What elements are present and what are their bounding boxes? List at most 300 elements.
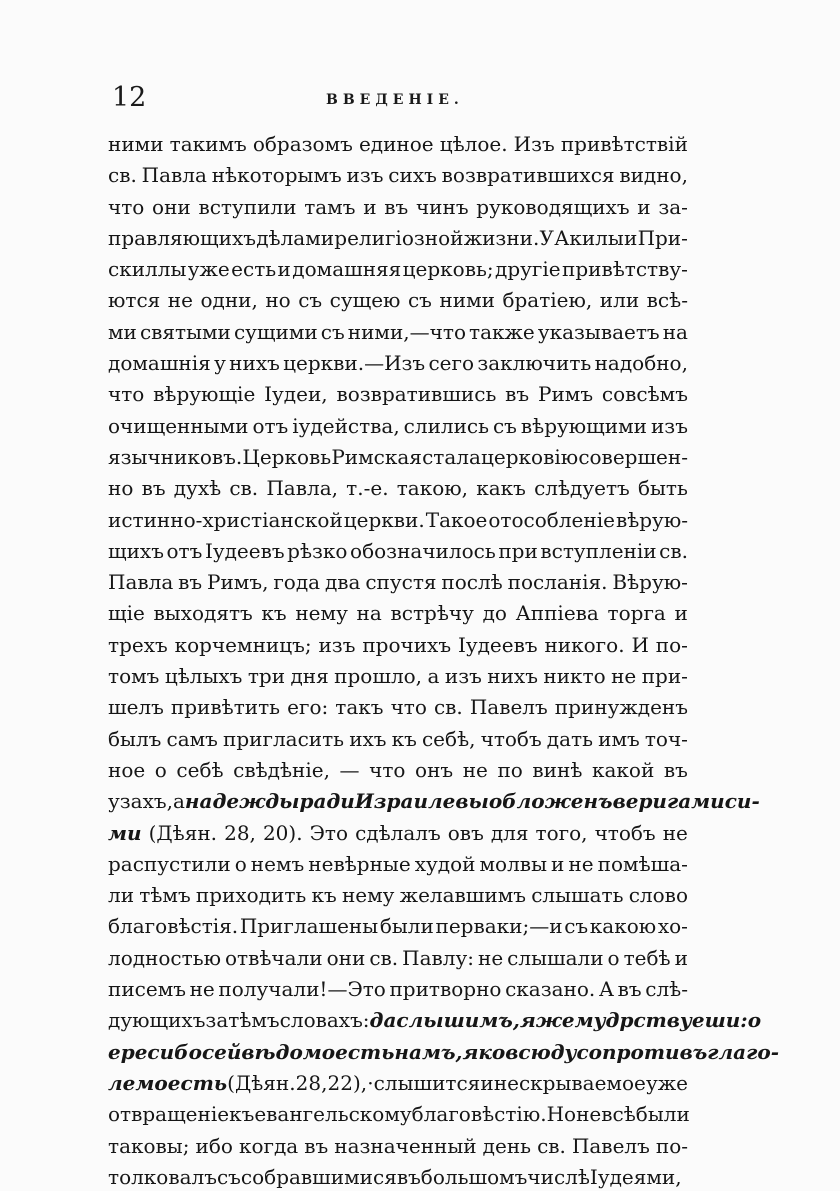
word: У: [539, 225, 554, 250]
word: А: [598, 977, 615, 1002]
body-text: [108, 129, 779, 1193]
text-line: [108, 442, 688, 473]
word: И: [631, 632, 649, 657]
word: невѣрные: [308, 851, 411, 876]
word: при: [498, 538, 538, 563]
italic-quote-word: ереси: [108, 1039, 175, 1064]
word: вѣрую-: [615, 507, 688, 532]
word: благовѣстія.: [108, 914, 239, 939]
italic-quote-word: Израилевы: [354, 789, 489, 814]
text-line: [108, 598, 688, 629]
word: 28,: [224, 820, 256, 845]
word: онъ: [415, 757, 454, 782]
word: сущею: [329, 288, 401, 313]
word: 22),: [327, 1070, 368, 1095]
word: привѣтству-: [562, 257, 688, 282]
word: дѣлами: [256, 225, 335, 250]
text-line: [108, 254, 688, 285]
word: цѣлыхъ: [164, 664, 243, 689]
word: нихъ: [487, 664, 538, 689]
word: отъ: [166, 538, 203, 563]
word: святыми: [139, 319, 231, 344]
italic-quote-word: есть: [335, 1039, 395, 1064]
running-head: ВВЕДЕНІЕ.: [326, 92, 464, 108]
text-line: [108, 473, 688, 504]
word: въ: [384, 194, 409, 219]
word: на: [356, 601, 382, 626]
text-line: [108, 129, 688, 160]
word: нихъ: [229, 351, 280, 376]
word: дующихъ: [108, 1008, 206, 1033]
word: Павлу:: [402, 945, 474, 970]
word: домашнія: [108, 351, 211, 376]
word: съ: [564, 914, 589, 939]
word: нѣкоторымъ: [211, 163, 342, 188]
word: хо-: [657, 914, 688, 939]
word: (Дѣян.: [148, 820, 218, 845]
word: большомъ: [420, 1164, 528, 1189]
word: чтобъ: [480, 726, 542, 751]
word: есть: [231, 257, 277, 282]
word: изъ: [318, 632, 356, 657]
word: что: [108, 194, 145, 219]
text-line: [108, 285, 688, 316]
word: встрѣчу: [390, 601, 474, 626]
word: При-: [637, 225, 688, 250]
word: и: [624, 225, 638, 250]
word: того,: [535, 820, 588, 845]
word: св.: [369, 945, 399, 970]
word: что: [390, 695, 427, 720]
italic-quote-word: ми: [108, 820, 142, 845]
word: всѣ: [601, 1102, 636, 1127]
text-line: [108, 1099, 688, 1130]
word: и: [363, 194, 377, 219]
word: Павла: [108, 570, 174, 595]
word: съ: [320, 319, 345, 344]
word: и: [480, 1070, 494, 1095]
word: св.: [659, 538, 688, 563]
word: Римъ: [537, 382, 594, 407]
word: такою,: [396, 476, 469, 501]
text-line: [108, 786, 760, 817]
word: Іудеи,: [264, 382, 328, 407]
word: овъ: [447, 820, 484, 845]
word: тѣмъ: [139, 883, 191, 908]
word: себѣ: [176, 757, 224, 782]
word: братіею,: [502, 288, 593, 313]
word: скиллы: [108, 257, 187, 282]
word: т.-е.: [346, 476, 389, 501]
word: не: [189, 977, 215, 1002]
text-line: [108, 911, 688, 942]
word: для: [490, 820, 529, 845]
word: 20).: [262, 820, 303, 845]
word: съ: [407, 288, 432, 313]
word: какъ: [476, 476, 526, 501]
word: торга: [607, 601, 666, 626]
word: ·: [367, 1070, 374, 1095]
word: но: [265, 288, 291, 313]
text-line: [108, 661, 688, 692]
word: совсѣмъ: [601, 382, 688, 407]
word: вѣрующими: [520, 413, 647, 438]
word: духѣ: [173, 476, 222, 501]
word: вѣрующіе: [153, 382, 256, 407]
word: трехъ: [108, 632, 168, 657]
word: посланія.: [507, 570, 608, 595]
word: желавшимъ: [399, 883, 526, 908]
word: два: [324, 570, 361, 595]
word: самъ: [166, 726, 218, 751]
word: сдѣлалъ: [355, 820, 441, 845]
italic-quote-word: яже: [519, 1008, 575, 1033]
word: при-: [641, 664, 688, 689]
word: выходятъ: [153, 601, 253, 626]
word: стала: [422, 444, 481, 469]
italic-quote-word: веригами: [612, 789, 725, 814]
word: шелъ: [108, 695, 164, 720]
word: ми: [108, 319, 137, 344]
word: прошло,: [334, 664, 423, 689]
italic-quote-word: яко: [462, 1039, 506, 1064]
word: Церковь: [242, 444, 332, 469]
italic-quote-word: глаго-: [707, 1039, 779, 1064]
word: или: [599, 288, 640, 313]
word: цѣлое.: [439, 132, 508, 156]
word: никого.: [544, 632, 625, 657]
word: затѣмъ: [205, 1008, 280, 1033]
word: изъ: [444, 664, 482, 689]
word: всѣ-: [646, 288, 688, 313]
word: нему: [295, 601, 348, 626]
text-line: [108, 880, 688, 911]
text-line: [108, 160, 688, 191]
word: правляющихъ: [108, 225, 256, 250]
word: Приглашены: [239, 914, 379, 939]
text-line: [108, 1068, 688, 1099]
word: и: [277, 257, 291, 282]
italic-quote-word: сопротивъ: [576, 1039, 708, 1064]
word: указываетъ: [537, 319, 660, 344]
word: ихъ: [349, 726, 387, 751]
word: заключить: [477, 351, 592, 376]
word: такимъ: [169, 132, 247, 156]
word: истинно-христіанской: [108, 507, 343, 532]
italic-quote-word: бо: [174, 1039, 202, 1064]
italic-quote-word: о: [747, 1008, 762, 1033]
word: на: [662, 319, 688, 344]
word: привѣтить: [170, 695, 281, 720]
word: къ: [311, 883, 337, 908]
text-line: [108, 379, 688, 410]
word: Іудеями,: [589, 1164, 682, 1189]
word: видно,: [619, 163, 688, 188]
word: когда: [238, 1133, 299, 1158]
word: ли: [108, 883, 135, 908]
word: не: [662, 820, 688, 845]
word: послѣ: [441, 570, 503, 595]
word: по-: [655, 1133, 688, 1158]
word: слово: [628, 883, 688, 908]
word: Аппіева: [515, 601, 599, 626]
word: свѣдѣніе,: [233, 757, 330, 782]
word: въ: [396, 1164, 421, 1189]
word: лодностью: [108, 945, 221, 970]
word: Вѣрую-: [612, 570, 688, 595]
word: Павелъ: [469, 695, 548, 720]
text-line: [108, 348, 688, 379]
word: притворно: [389, 977, 502, 1002]
word: съ: [492, 413, 517, 438]
word: года: [273, 570, 321, 595]
word: худой: [414, 851, 476, 876]
word: о: [234, 851, 247, 876]
word: по-: [655, 632, 688, 657]
word: и: [674, 601, 688, 626]
word: съ: [216, 1164, 241, 1189]
italic-quote-word: ради: [299, 789, 355, 814]
word: отвращеніе: [108, 1102, 230, 1127]
italic-quote-word: обложенъ: [488, 789, 613, 814]
text-line: [108, 536, 688, 567]
text-line: [108, 567, 688, 598]
word: къ: [391, 726, 417, 751]
word: въ: [141, 476, 166, 501]
word: щихъ: [108, 538, 164, 563]
word: въ: [505, 382, 530, 407]
word: распустили: [108, 851, 231, 876]
word: евангельскому: [254, 1102, 412, 1127]
text-line: [108, 755, 688, 786]
word: другіе: [495, 257, 561, 282]
word: Но: [546, 1102, 577, 1127]
word: Іудеевъ: [204, 538, 285, 563]
text-line: [108, 630, 688, 661]
italic-quote-word: надежды: [184, 789, 300, 814]
italic-quote-word: си-: [724, 789, 760, 814]
word: Изъ: [513, 132, 555, 156]
word: писемъ: [108, 977, 186, 1002]
word: уже: [645, 1070, 688, 1095]
word: корчемницъ;: [174, 632, 312, 657]
text-line: [108, 223, 688, 254]
word: приходить: [195, 883, 307, 908]
word: одни,: [200, 288, 258, 313]
text-line: [108, 317, 688, 348]
word: его:: [287, 695, 329, 720]
italic-quote-word: слышимъ,: [396, 1008, 520, 1033]
word: отъ: [252, 413, 289, 438]
word: тебѣ: [623, 945, 671, 970]
word: о: [607, 945, 620, 970]
word: и: [551, 851, 565, 876]
word: св.: [433, 695, 463, 720]
word: о: [154, 757, 167, 782]
word: образомъ: [252, 132, 353, 156]
italic-quote-word: лемо: [108, 1070, 168, 1095]
word: дать: [546, 726, 593, 751]
word: слѣ-: [645, 977, 688, 1002]
word: вступленіи: [540, 538, 657, 563]
word: себѣ,: [421, 726, 476, 751]
text-line: [108, 1037, 779, 1068]
word: въ: [617, 977, 642, 1002]
word: Павла: [141, 163, 207, 188]
word: съ: [298, 288, 323, 313]
word: церковію: [481, 444, 579, 469]
word: чтобъ: [594, 820, 656, 845]
word: у: [214, 351, 226, 376]
word: изъ: [346, 163, 384, 188]
text-line: [108, 1005, 762, 1036]
word: въ: [663, 757, 688, 782]
word: никто: [543, 664, 606, 689]
text-line: [108, 724, 688, 755]
italic-quote-word: есть: [167, 1070, 228, 1095]
word: въ: [304, 1133, 329, 1158]
word: въ: [178, 570, 203, 595]
word: іудейства,: [292, 413, 400, 438]
word: нескрываемое: [493, 1070, 646, 1095]
word: а: [172, 789, 185, 814]
word: слѣдуетъ: [534, 476, 630, 501]
page-number: 12: [112, 82, 147, 113]
word: перваки;—и: [435, 914, 563, 939]
word: ное: [108, 757, 146, 782]
word: немъ: [250, 851, 305, 876]
word: сущими: [233, 319, 318, 344]
word: Акилы: [554, 225, 624, 250]
italic-quote-word: намъ,: [394, 1039, 463, 1064]
word: св.: [537, 1133, 566, 1158]
word: таковы;: [108, 1133, 190, 1158]
word: Римъ,: [207, 570, 269, 595]
word: быть: [637, 476, 688, 501]
word: св.: [229, 476, 259, 501]
word: три: [247, 664, 286, 689]
word: сего: [428, 351, 475, 376]
word: винѣ: [532, 757, 583, 782]
word: такъ: [335, 695, 384, 720]
word: Іудеевъ: [457, 632, 538, 657]
word: церкви.: [343, 507, 425, 532]
text-line: [108, 505, 688, 536]
word: не: [568, 851, 594, 876]
word: къ: [261, 601, 287, 626]
word: были: [635, 1102, 690, 1127]
text-line: [108, 943, 688, 974]
page-header: [108, 82, 688, 122]
word: они: [152, 194, 191, 219]
italic-quote-word: сей: [201, 1039, 242, 1064]
word: за-: [658, 194, 688, 219]
word: былъ: [108, 726, 162, 751]
word: Это: [309, 820, 349, 845]
word: церкви.—Изъ: [283, 351, 426, 376]
italic-quote-word: вѣдомо: [241, 1039, 336, 1064]
word: Павелъ: [571, 1133, 650, 1158]
word: томъ: [108, 664, 160, 689]
word: руководящихъ: [476, 194, 630, 219]
word: до: [482, 601, 507, 626]
word: возвратившихся: [441, 163, 615, 188]
text-line: [108, 974, 688, 1005]
word: ними,—что: [347, 319, 466, 344]
word: они: [326, 945, 366, 970]
word: толковалъ: [108, 1164, 217, 1189]
word: также: [469, 319, 535, 344]
word: изъ: [650, 413, 688, 438]
word: спустя: [365, 570, 437, 595]
word: день: [482, 1133, 532, 1158]
word: точ-: [644, 726, 688, 751]
word: слышали: [507, 945, 604, 970]
word: а: [427, 664, 440, 689]
word: св.: [108, 163, 137, 188]
word: ними: [439, 288, 495, 313]
word: не: [576, 1102, 602, 1127]
word: единое: [358, 132, 434, 156]
word: религіозной: [334, 225, 464, 250]
word: но: [108, 476, 134, 501]
word: помѣша-: [597, 851, 688, 876]
word: —: [339, 757, 360, 782]
word: благовѣстію.: [411, 1102, 547, 1127]
word: тамъ: [304, 194, 356, 219]
word: сихъ: [388, 163, 437, 188]
word: возвратившись: [336, 382, 497, 407]
text-line: [108, 1162, 688, 1193]
word: и: [637, 194, 651, 219]
word: какою: [589, 914, 657, 939]
word: чинъ: [415, 194, 469, 219]
word: ются: [108, 288, 161, 313]
word: вступили: [198, 194, 297, 219]
word: привѣтствій: [560, 132, 688, 156]
word: ними: [108, 132, 164, 156]
word: Римская: [331, 444, 422, 469]
text-line: [108, 411, 688, 442]
word: имъ: [598, 726, 640, 751]
word: получали!—Это: [218, 977, 386, 1002]
word: и: [674, 945, 688, 970]
word: обозначилось: [350, 538, 496, 563]
word: уже: [187, 257, 230, 282]
word: слышится: [373, 1070, 481, 1095]
word: молвы: [479, 851, 547, 876]
word: отвѣчали: [225, 945, 323, 970]
word: слились: [403, 413, 490, 438]
word: слышать: [531, 883, 624, 908]
word: не: [477, 945, 504, 970]
word: язычниковъ.: [108, 444, 243, 469]
word: что: [369, 757, 406, 782]
word: ибо: [195, 1133, 233, 1158]
word: (Дѣян.: [227, 1070, 296, 1095]
word: 28,: [295, 1070, 328, 1095]
text-line: [108, 192, 688, 223]
word: какой: [591, 757, 655, 782]
word: рѣзко: [287, 538, 348, 563]
word: жизни.: [463, 225, 540, 250]
word: церковь;: [402, 257, 494, 282]
word: щіе: [108, 601, 145, 626]
word: нему: [341, 883, 395, 908]
word: Павла,: [266, 476, 338, 501]
italic-quote-word: мудрствуеши:: [574, 1008, 748, 1033]
word: прочихъ: [362, 632, 452, 657]
